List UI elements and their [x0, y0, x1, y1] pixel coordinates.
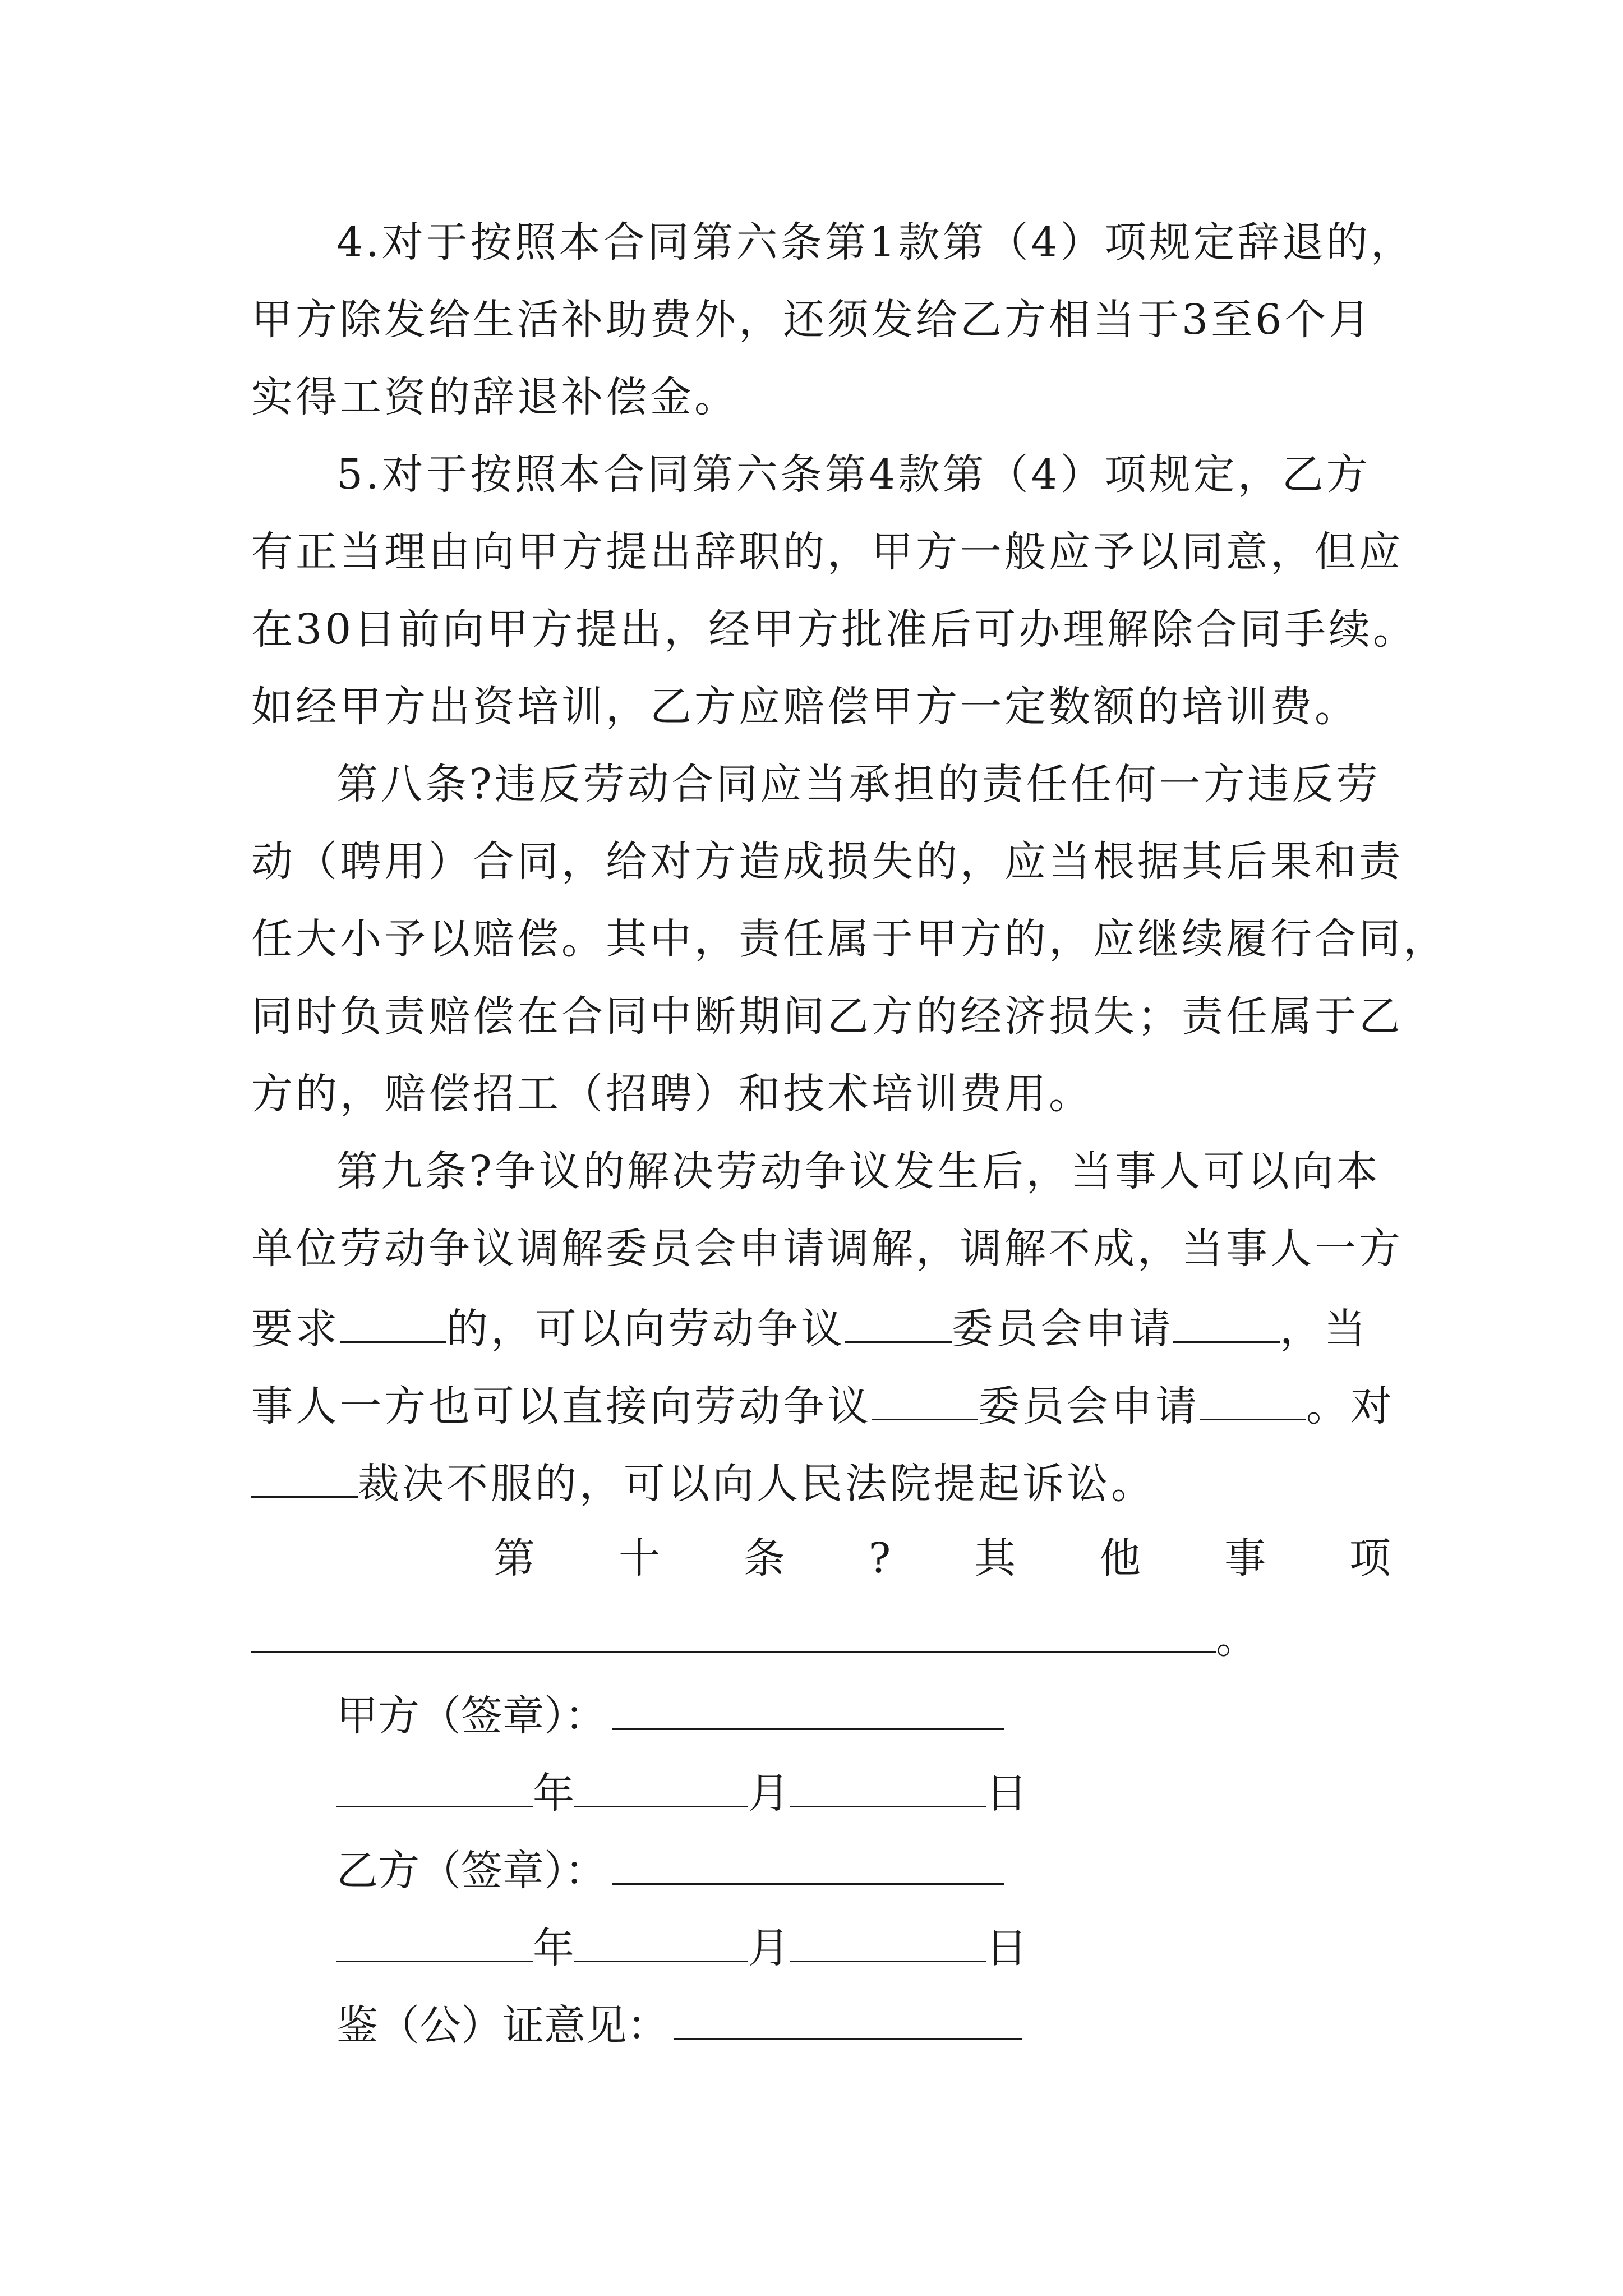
year-blank [336, 1925, 533, 1962]
blank-line [872, 1383, 978, 1420]
notary-label: 鉴（公）证意见： [336, 2001, 668, 2050]
article-8-line: 方的，赔偿招工（招聘）和技术培训费用。 [251, 1070, 1093, 1118]
text-segment: ，当 [1280, 1305, 1368, 1353]
article-10-content [251, 1614, 1257, 1663]
blank-line [845, 1305, 952, 1343]
blank-line [1173, 1305, 1280, 1343]
article-9-line [251, 1460, 1155, 1508]
party-b-date [336, 1924, 1027, 1972]
party-b-signature [336, 1847, 1004, 1895]
month-blank [574, 1925, 748, 1962]
heading-char: 条 [743, 1534, 785, 1582]
year-label: 年 [533, 1769, 574, 1818]
signature-blank [612, 1847, 1004, 1885]
heading-char: 事 [1224, 1534, 1266, 1582]
heading-char: ? [868, 1534, 891, 1582]
day-blank [790, 1770, 986, 1807]
article-9-line: 第九条?争议的解决劳动争议发生后，当事人可以向本 [336, 1147, 1381, 1195]
blank-line [251, 1460, 358, 1498]
paragraph-line: 有正当理由向甲方提出辞职的，甲方一般应予以同意，但应 [251, 528, 1403, 576]
article-9-line [251, 1382, 1395, 1430]
month-label: 月 [748, 1924, 790, 1972]
heading-char: 其 [974, 1534, 1016, 1582]
blank-line [251, 1615, 1216, 1653]
text-segment: 裁决不服的，可以向人民法院提起诉讼。 [358, 1460, 1155, 1508]
article-10-heading [494, 1534, 1391, 1582]
article-9-line [251, 1305, 1368, 1353]
signature-label: 甲方（签章）： [336, 1692, 606, 1740]
month-label: 月 [748, 1769, 790, 1818]
text-segment: 要求 [251, 1305, 340, 1353]
paragraph-line: 5.对于按照本合同第六条第4款第（4）项规定，乙方 [336, 450, 1371, 499]
text-segment: 。 [1216, 1614, 1257, 1663]
party-a-signature [336, 1692, 1004, 1740]
day-label: 日 [986, 1769, 1027, 1818]
article-8-line: 任大小予以赔偿。其中，责任属于甲方的，应继续履行合同， [251, 915, 1447, 963]
signature-label: 乙方（签章）： [336, 1847, 606, 1895]
day-label: 日 [986, 1924, 1027, 1972]
paragraph-line: 4.对于按照本合同第六条第1款第（4）项规定辞退的， [336, 218, 1415, 266]
text-segment: 。对 [1306, 1382, 1395, 1430]
paragraph-line: 如经甲方出资培训，乙方应赔偿甲方一定数额的培训费。 [251, 683, 1359, 731]
text-segment: 委员会申请 [978, 1382, 1200, 1430]
article-8-line: 同时负责赔偿在合同中断期间乙方的经济损失；责任属于乙 [251, 992, 1403, 1041]
signature-blank [612, 1692, 1004, 1730]
year-blank [336, 1770, 533, 1807]
text-segment: 的，可以向劳动争议 [446, 1305, 845, 1353]
notary-blank [674, 2002, 1022, 2040]
article-9-line: 单位劳动争议调解委员会申请调解，调解不成，当事人一方 [251, 1225, 1403, 1273]
heading-char: 第 [494, 1534, 535, 1582]
blank-line [340, 1305, 446, 1343]
text-segment: 委员会申请 [952, 1305, 1173, 1353]
heading-char: 十 [618, 1534, 660, 1582]
paragraph-line: 甲方除发给生活补助费外，还须发给乙方相当于3至6个月 [251, 296, 1373, 344]
paragraph-line: 在30日前向甲方提出，经甲方批准后可办理解除合同手续。 [251, 605, 1418, 654]
blank-line [1200, 1383, 1306, 1420]
year-label: 年 [533, 1924, 574, 1972]
article-8-line: 动（聘用）合同，给对方造成损失的，应当根据其后果和责 [251, 838, 1403, 886]
text-segment: 事人一方也可以直接向劳动争议 [251, 1382, 872, 1430]
day-blank [790, 1925, 986, 1962]
month-blank [574, 1770, 748, 1807]
heading-char: 他 [1099, 1534, 1141, 1582]
article-8-line: 第八条?违反劳动合同应当承担的责任任何一方违反劳 [336, 760, 1381, 808]
heading-char: 项 [1349, 1534, 1391, 1582]
paragraph-line: 实得工资的辞退补偿金。 [251, 373, 739, 421]
party-a-date [336, 1769, 1027, 1818]
notary-opinion [336, 2001, 1022, 2050]
